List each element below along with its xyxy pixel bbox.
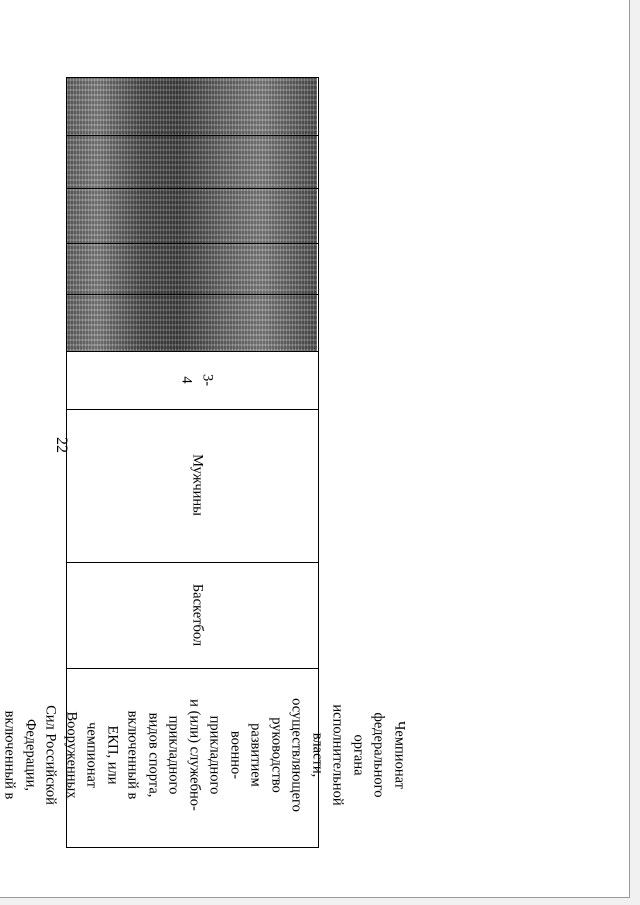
obscured-row-divider — [67, 243, 318, 244]
page-number-text: 22 — [53, 437, 70, 453]
gender-cell-divider — [67, 409, 318, 410]
sport-cell-divider — [67, 562, 318, 563]
rank-cell-divider — [67, 351, 318, 352]
competition-value: Чемпионат федерального органа исполнительной власти, осуществляющего руководство развитием военно-прикладного и (или) служебно- прикладного видов спорта, включенный в ЕКП, или чемпионат Вооруженных Сил Российской Федерации, включенный в — [1, 698, 408, 812]
obscured-row-divider — [67, 188, 318, 189]
obscured-row-divider — [67, 135, 318, 136]
gender-value: Мужчины — [189, 454, 206, 516]
competition-cell-divider — [67, 668, 318, 669]
sport-value: Баскетбол — [189, 583, 206, 647]
obscured-cells — [67, 78, 317, 351]
obscured-row-divider — [67, 294, 318, 295]
rank-value: 3-4 — [179, 373, 216, 387]
